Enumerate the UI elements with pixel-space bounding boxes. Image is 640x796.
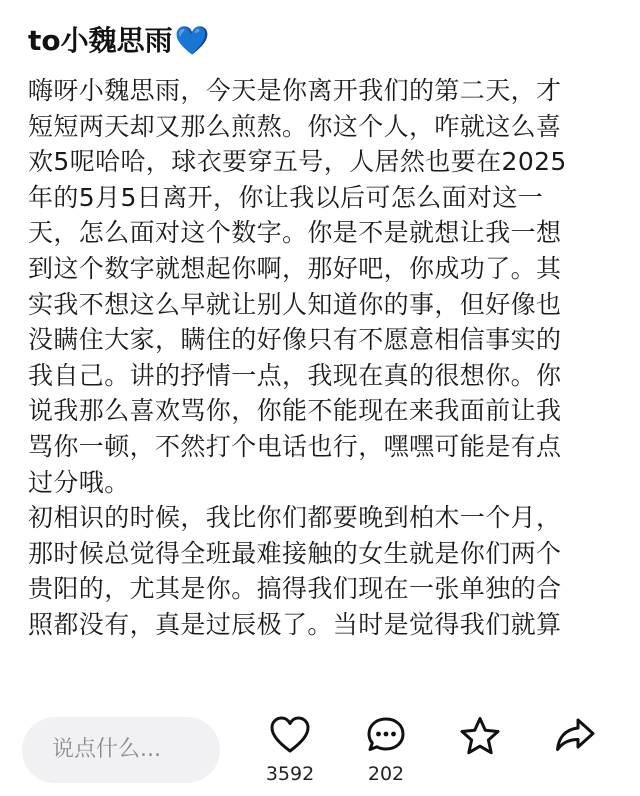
body-line: 那时候总觉得全班最难接触的女生就是你们两个 (28, 538, 562, 568)
body-line: 骂你一顿，不然打个电话也行，嘿嘿可能是有点 (28, 431, 562, 461)
heart-icon (269, 715, 311, 755)
bottom-action-bar (0, 705, 640, 796)
body-line: 短短两天却又那么煎熬。你这个人，咋就这么喜 (28, 111, 562, 141)
post-title (28, 22, 210, 60)
blue-heart-emoji: 💙 (174, 24, 210, 57)
share-button[interactable] (535, 715, 615, 795)
body-line: 过分哦。 (28, 467, 130, 497)
body-line: 欢5呢哈哈，球衣要穿五号，人居然也要在2025 (28, 147, 567, 177)
share-icon (553, 715, 597, 755)
star-icon (458, 715, 502, 757)
body-line: 到这个数字就想起你啊，那好吧，你成功了。其 (28, 253, 562, 283)
favorite-button[interactable] (440, 715, 520, 795)
comment-placeholder: 说点什么... (52, 737, 161, 762)
body-line: 贵阳的，尤其是你。搞得我们现在一张单独的合 (28, 574, 562, 604)
like-count: 3592 (265, 763, 315, 785)
body-line: 嗨呀小魏思雨，今天是你离开我们的第二天，才 (28, 76, 562, 105)
comment-input[interactable] (22, 717, 220, 783)
body-line: 实我不想这么早就让别人知道你的事，但好像也 (28, 289, 562, 319)
body-line: 说我那么喜欢骂你，你能不能现在来我面前让我 (28, 396, 562, 426)
body-line: 天，怎么面对这个数字。你是不是就想让我一想 (28, 218, 562, 248)
body-line: 没瞒住大家，瞒住的好像只有不愿意相信事实的 (28, 325, 562, 355)
body-line: 年的5月5日离开，你让我以后可怎么面对这一 (28, 182, 544, 212)
comment-button[interactable] (346, 715, 426, 795)
body-line: 照都没有，真是过辰极了。当时是觉得我们就算 (28, 609, 562, 639)
post-body (28, 73, 628, 703)
comment-count: 202 (367, 763, 405, 785)
comment-icon (365, 715, 407, 755)
post-title-text: to小魏思雨 (28, 24, 173, 57)
body-line: 我自己。讲的抒情一点，我现在真的很想你。你 (28, 360, 562, 390)
body-line: 初相识的时候，我比你们都要晚到柏木一个月， (28, 503, 562, 533)
like-button[interactable] (250, 715, 330, 795)
